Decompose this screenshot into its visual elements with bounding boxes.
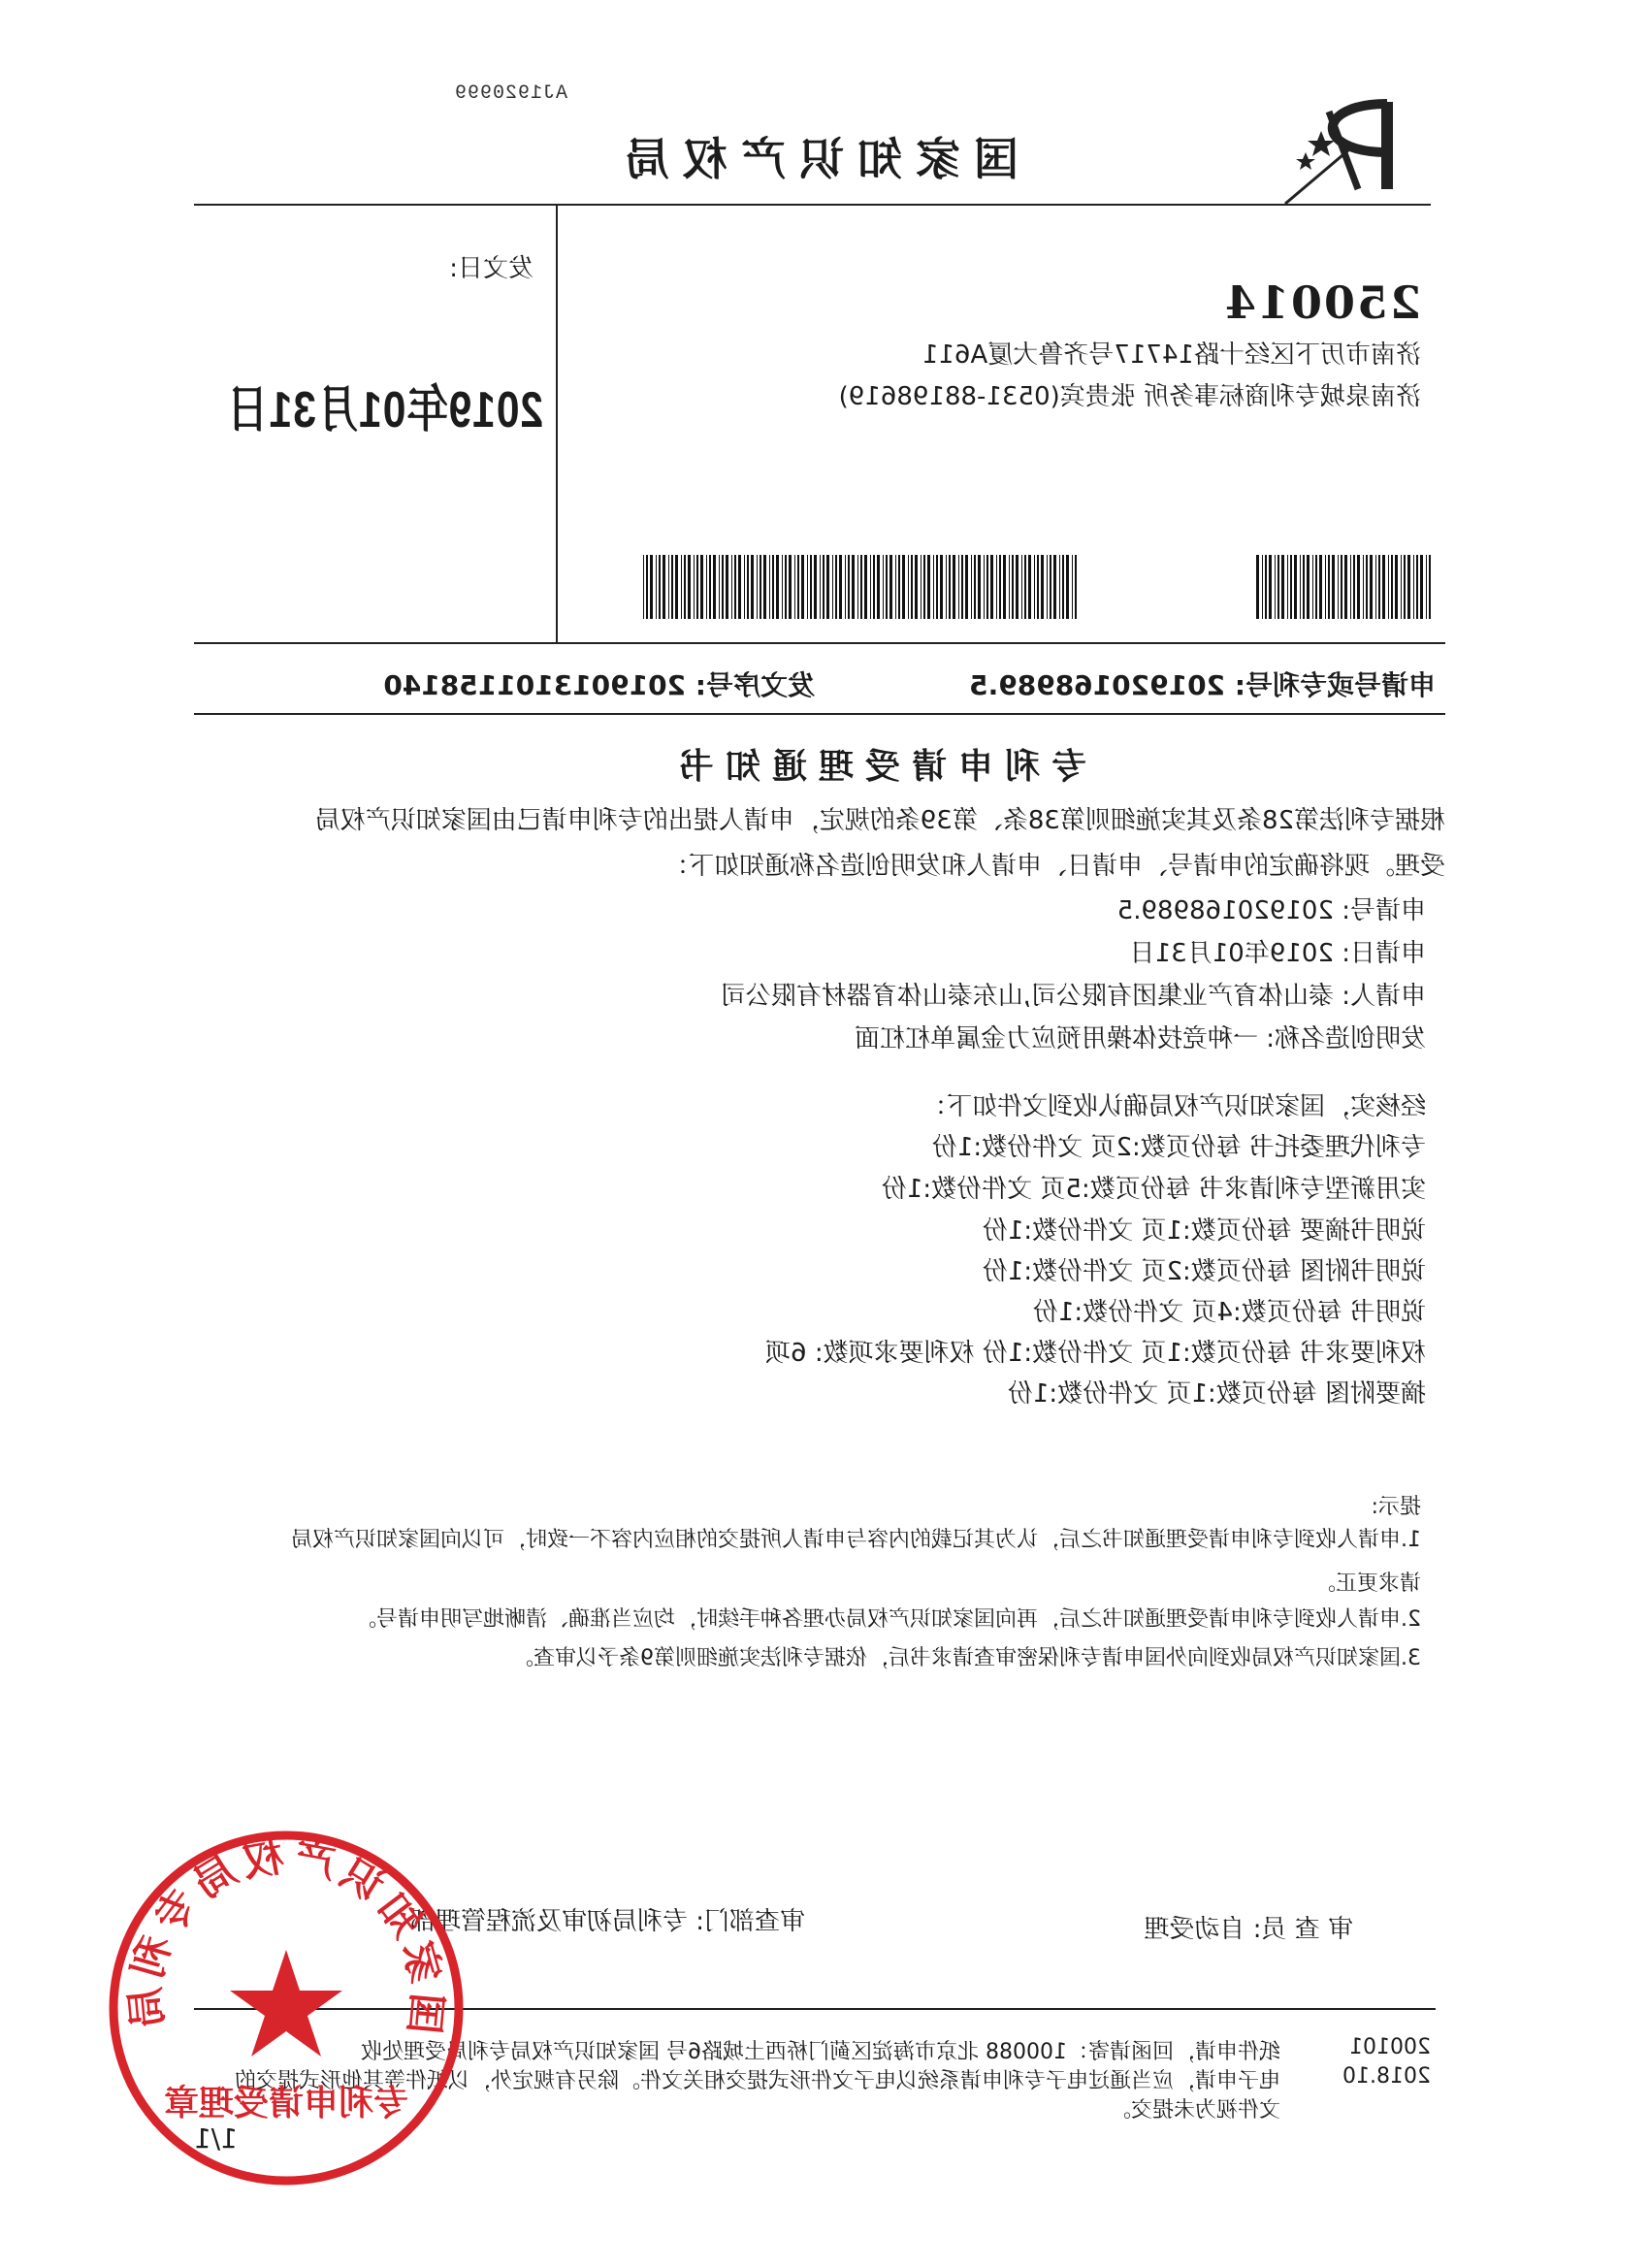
intro-line-2: 受理。现将确定的申请号、申请日、申请人和发明创造名称通知如下： [663,852,1445,881]
footer-line-3: 文件视为未提交。 [1109,2098,1280,2122]
document-item: 说明书 每份页数:4页 文件份数:1份 [1032,1298,1426,1327]
document-title: 专利申请受理通知书 [666,747,1086,787]
number-bottom-rule [194,713,1445,715]
postcode: 250014 [1222,276,1421,329]
footer-line-1: 纸件申请，回函请寄：100088 北京市海淀区蓟门桥西土城路6号 国家知识产权局专利局受理处收 [361,2040,1280,2064]
document-code: AJ1920999 [453,82,567,105]
stamp-subtext: 专利申请受理章 [163,2084,409,2123]
document-item: 说明书附图 每份页数:2页 文件份数:1份 [982,1257,1426,1286]
application-number: 申请号: 201920168989.5 [1116,896,1426,925]
note-1a: 1.申请人收到专利申请受理通知书之后，认为其记载的内容与申请人所提交的相应内容不一致时，可以向国家知识产权局 [291,1528,1421,1552]
applicant: 申请人: 泰山体育产业集团有限公司,山东泰山体育器材有限公司 [720,982,1426,1011]
recipient-agency: 济南泉城专利商标事务所 张贵宾(0531-88198619) [838,382,1421,411]
notes-label: 提示: [1371,1495,1421,1519]
sent-date: 2019年01月31日 [226,382,543,438]
invention-title: 发明创造名称: 一种竞技体操用预应力金属单杠杠面 [854,1024,1426,1053]
form-code: 200101 [1349,2035,1431,2059]
page-number: 1/1 [193,2122,238,2155]
sent-date-label: 发文日: [449,254,534,283]
header-divider [556,206,558,642]
intro-line-1: 根据专利法第28条及其实施细则第38条、第39条的规定，申请人提出的专利申请已由国家知识产权局 [314,806,1445,835]
examiner: 审 查 员: 自动受理 [1144,1915,1353,1944]
document-item: 专利代理委托书 每份页数:2页 文件份数:1份 [931,1133,1426,1162]
footer-line-2: 电子申请，应当通过电子专利申请系统以电子文件形式提交相关文件。除另有规定外，以纸件等其他形式提交的 [234,2069,1280,2093]
application-date: 申请日: 2019年01月31日 [1129,939,1426,968]
verified-statement: 经核实，国家知识产权局确认收到文件如下： [921,1092,1426,1121]
document-item: 权利要求书 每份页数:1页 文件份数:1份 权利要求项数: 6项 [765,1339,1426,1368]
sequence-number-line: 发文序号: 2019013101158140 [383,669,815,701]
cnipa-logo-icon [1280,92,1406,209]
examining-department: 审查部门: 专利局初审及流程管理部 [409,1907,805,1936]
note-3: 3.国家知识产权局收到向外国申请专利保密审查请求书后，依据专利法实施细则第9条予以审查。 [512,1646,1421,1670]
application-number-line: 申请号或专利号: 201920168989.5 [969,669,1436,701]
barcode-right [640,555,1077,619]
note-1b: 请求更正。 [1313,1571,1421,1596]
official-stamp [102,1824,470,2192]
top-rule [194,204,1431,206]
document-item: 说明书摘要 每份页数:1页 文件份数:1份 [982,1216,1426,1246]
note-2: 2.申请人收到专利申请受理通知书之后，再向国家知识产权局办理各种手续时，均应当准确、清晰地写明申请号。 [355,1607,1421,1632]
barcode-left [1256,555,1431,619]
document-item: 实用新型专利请求书 每份页数:5页 文件份数:1份 [881,1175,1426,1204]
office-name: 国家知识产权局 [611,133,1018,185]
red-seal-icon [102,1824,470,2192]
form-date: 2018.10 [1342,2064,1431,2089]
recipient-address: 济南市历下区经十路14717号齐鲁大厦A611 [922,340,1421,370]
stamp-text: 国家知识产权局专利局 [120,1831,452,2036]
header-bottom-rule [194,642,1445,644]
document-item: 摘要附图 每份页数:1页 文件份数:1份 [1007,1379,1426,1409]
